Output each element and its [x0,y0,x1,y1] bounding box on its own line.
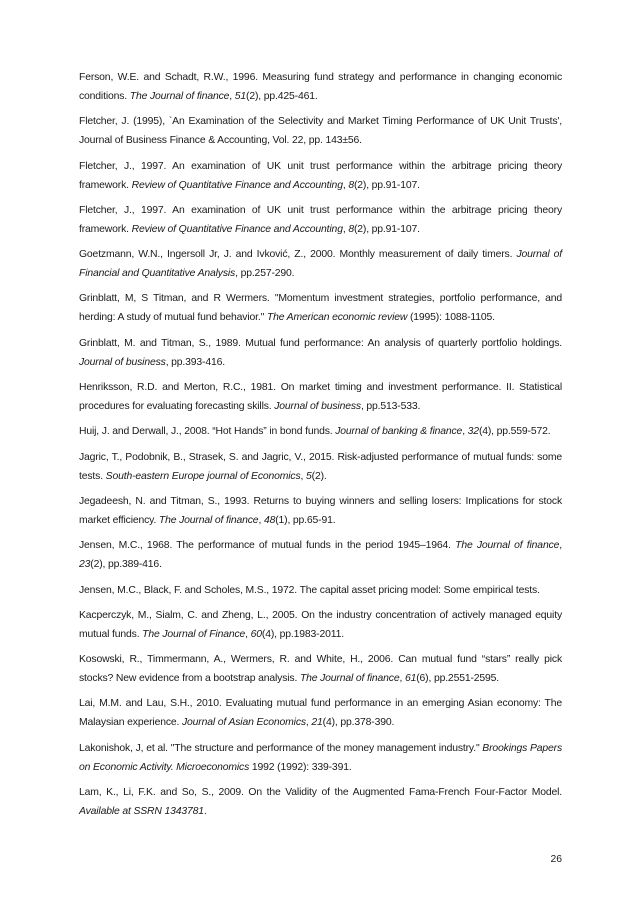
reference-entry [79,112,562,150]
reference-italic-text: Journal of business [274,401,361,413]
reference-entry [79,581,562,600]
reference-text: , [462,426,468,438]
reference-italic-text: The Journal of finance [455,540,560,552]
reference-text: Grinblatt, M. and Titman, S., 1989. Mutual fund performance: An analysis of quarterly portfolio holdings. [79,337,562,349]
reference-text: Fletcher, J., 1997. An examination of UK unit trust performance within the arbitrage pricing theory framework. [79,160,562,191]
reference-entry [79,492,562,530]
reference-entry [79,157,562,195]
reference-text: , pp.513-533. [360,401,421,413]
reference-italic-text: 23 [79,559,91,571]
reference-entry [79,606,562,644]
reference-italic-text: Journal of Financial and Quantitative Analysis [79,249,563,280]
reference-italic-text: Journal of banking & finance [335,426,463,438]
reference-text: Fletcher, J., 1997. An examination of UK unit trust performance within the arbitrage pricing theory framework. [79,204,562,235]
reference-text: (2), pp.389-416. [90,559,162,571]
reference-text: (6), pp.2551-2595. [416,673,500,685]
reference-italic-text: 8 [348,179,354,191]
reference-italic-text: 51 [234,91,247,102]
reference-text: (2), pp.91-107. [353,223,420,235]
reference-text: , pp.393-416. [165,356,225,368]
reference-italic-text: The Journal of finance [158,514,259,526]
reference-text: Fletcher, J. (1995), `An Examination of the Selectivity and Market Timing Performance of UK Unit Trusts', Journal of Business Finance & Accounting, Vol. 22, pp. 143±56. [79,116,562,147]
reference-text: 1992 (1992): 339-391. [249,761,352,773]
reference-italic-text: 21 [311,717,323,729]
reference-italic-text: 32 [467,426,479,438]
reference-entry [79,378,562,416]
reference-italic-text: 61 [404,673,417,685]
reference-text: Huij, J. and Derwall, J., 2008. “Hot Hands” in bond funds. [79,426,336,438]
reference-italic-text: 60 [250,628,262,640]
reference-text: Jensen, M.C., 1968. The performance of mutual funds in the period 1945–1964. [79,540,456,552]
reference-entry [79,448,562,486]
reference-text: Lam, K., Li, F.K. and So, S., 2009. On the Validity of the Augmented Fama-French Four-Factor Model. [79,787,562,799]
reference-italic-text: The Journal of finance [299,673,400,685]
reference-text: , [305,717,312,729]
reference-text: (2), pp.425-461. [246,91,318,102]
page-number: 26 [550,854,562,865]
reference-entry [79,783,562,821]
reference-italic-text: 5 [306,470,312,482]
reference-italic-text: Available at SSRN 1343781 [79,806,204,818]
reference-text: Grinblatt, M, S Titman, and R Wermers. "Momentum investment strategies, portfolio performance, and herding: A study of mutual fund behavior." [79,293,562,324]
reference-text: , pp.257-290. [235,268,295,280]
reference-text: Jensen, M.C., Black, F. and Scholes, M.S., 1972. The capital asset pricing model: Some empirical tests. [79,584,540,596]
reference-italic-text: The American economic review [266,312,408,324]
reference-text: , [342,179,349,191]
reference-text: (4), pp.1983-2011. [261,628,344,640]
reference-text: (2). [311,470,327,482]
reference-text: Lakonishok, J, et al. "The structure and performance of the money management industry." [79,742,483,754]
reference-italic-text: Journal of Asian Economics [181,717,306,729]
reference-text: Lai, M.M. and Lau, S.H., 2010. Evaluating mutual fund performance in an emerging Asian economy: The Malaysian experience. [79,698,562,729]
reference-list [79,68,562,827]
reference-text: Kacperczyk, M., Sialm, C. and Zheng, L., 2005. On the industry concentration of actively managed equity mutual funds. [79,609,562,640]
reference-text: Kosowski, R., Timmermann, A., Wermers, R. and White, H., 2006. Can mutual fund “stars” really pick stocks? New evidence from a bootstrap analysis. [79,654,562,685]
reference-text: , [245,628,251,640]
reference-text: , [559,540,562,552]
reference-entry [79,422,562,441]
reference-text: Jegadeesh, N. and Titman, S., 1993. Returns to buying winners and selling losers: Implications for stock market efficiency. [79,495,562,526]
reference-text: , [258,514,264,526]
reference-entry [79,201,562,239]
reference-text: . [203,806,207,818]
reference-text: , [399,673,405,685]
reference-italic-text: 48 [263,514,276,526]
reference-text: Henriksson, R.D. and Merton, R.C., 1981. On market timing and investment performance. II. Statistical procedures for evaluating forecasting skills. [79,382,562,413]
reference-entry [79,650,562,688]
reference-text: , [300,470,307,482]
reference-entry [79,536,562,574]
reference-entry [79,694,562,732]
reference-text: (1995): 1088-1105. [407,312,495,324]
reference-italic-text: Journal of business [79,356,166,368]
reference-text: Goetzmann, W.N., Ingersoll Jr, J. and Ivković, Z., 2000. Monthly measurement of daily timers. [79,249,517,261]
reference-entry [79,68,562,106]
reference-italic-text: South-eastern Europe journal of Economics [105,470,301,482]
reference-entry [79,739,562,777]
reference-italic-text: Brookings Papers on Economic Activity. Microeconomics [79,742,562,773]
reference-text: , [229,91,235,102]
reference-text: Jagric, T., Podobnik, B., Strasek, S. and Jagric, V., 2015. Risk-adjusted performance of mutual funds: some tests. [79,451,562,482]
reference-text: (2), pp.91-107. [353,179,420,191]
reference-text: (4), pp.378-390. [322,717,395,729]
reference-text: (4), pp.559-572. [478,426,551,438]
reference-entry [79,334,562,372]
reference-text: (1), pp.65-91. [275,514,336,526]
reference-italic-text: Review of Quantitative Finance and Accounting [131,179,343,191]
reference-italic-text: 8 [348,223,354,235]
reference-text: , [342,223,349,235]
reference-entry [79,245,562,283]
reference-italic-text: The Journal of finance [129,91,230,102]
reference-entry [79,289,562,327]
reference-italic-text: The Journal of Finance [142,628,246,640]
reference-italic-text: Review of Quantitative Finance and Accounting [131,223,343,235]
reference-text: Ferson, W.E. and Schadt, R.W., 1996. Measuring fund strategy and performance in changing economic conditions. [79,72,562,102]
